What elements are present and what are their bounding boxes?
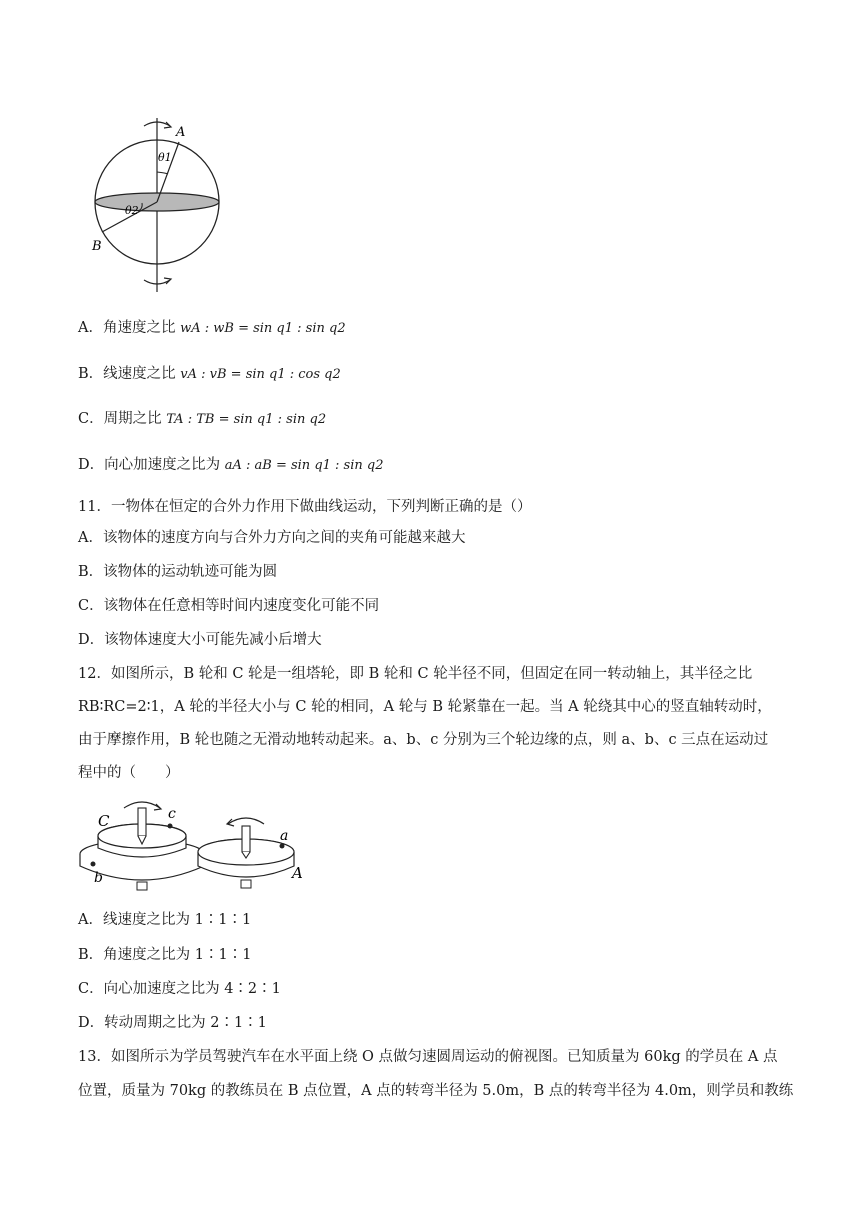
label-c: c bbox=[168, 806, 176, 822]
wheels-figure bbox=[76, 792, 316, 896]
label-b: b bbox=[94, 870, 103, 886]
q11-option-a: A．该物体的速度方向与合外力方向之间的夹角可能越来越大 bbox=[78, 530, 466, 546]
label-theta2: θ2 bbox=[125, 204, 139, 217]
label-B: B bbox=[92, 239, 102, 254]
label-theta1: θ1 bbox=[158, 151, 172, 164]
q12-stem-line-4: 程中的（ ） bbox=[78, 765, 180, 781]
q13-stem-line-1: 13．如图所示为学员驾驶汽车在水平面上绕 O 点做匀速圆周运动的俯视图。已知质量为 60kg 的学员在 A 点 bbox=[78, 1049, 778, 1065]
q10-option-a-math: wA : wB = sin q1 : sin q2 bbox=[180, 321, 346, 336]
q10-option-b-math: vA : vB = sin q1 : cos q2 bbox=[180, 367, 341, 382]
q10-option-c-math: TA : TB = sin q1 : sin q2 bbox=[166, 412, 327, 427]
q12-stem-line-2: RB∶RC=2∶1，A 轮的半径大小与 C 轮的相同，A 轮与 B 轮紧靠在一起。当 A 轮绕其中心的竖直轴转动时， bbox=[78, 699, 772, 715]
q12-option-d: D．转动周期之比为 2∶1∶1 bbox=[78, 1015, 267, 1031]
label-A: A bbox=[176, 125, 186, 140]
label-a: a bbox=[280, 828, 289, 844]
q10-option-a: A．角速度之比 wA : wB = sin q1 : sin q2 bbox=[78, 320, 346, 336]
sphere-figure bbox=[80, 116, 240, 296]
label-C: C bbox=[98, 812, 110, 830]
q10-option-b: B．线速度之比 vA : vB = sin q1 : cos q2 bbox=[78, 366, 341, 382]
q11-option-d: D．该物体速度大小可能先减小后增大 bbox=[78, 632, 322, 648]
q12-stem-line-1: 12．如图所示，B 轮和 C 轮是一组塔轮，即 B 轮和 C 轮半径不同，但固定在同一转动轴上，其半径之比 bbox=[78, 666, 753, 682]
label-A-wheel: A bbox=[292, 864, 303, 882]
q11-option-c: C．该物体在任意相等时间内速度变化可能不同 bbox=[78, 598, 380, 614]
q10-option-d: D．向心加速度之比为 aA : aB = sin q1 : sin q2 bbox=[78, 457, 384, 473]
q12-stem-line-3: 由于摩擦作用，B 轮也随之无滑动地转动起来。a、b、c 分别为三个轮边缘的点，则 a、b、c 三点在运动过 bbox=[78, 732, 769, 748]
q10-option-d-math: aA : aB = sin q1 : sin q2 bbox=[224, 458, 384, 473]
q10-option-c: C．周期之比 TA : TB = sin q1 : sin q2 bbox=[78, 411, 327, 427]
q12-option-c: C．向心加速度之比为 4∶2∶1 bbox=[78, 981, 281, 997]
q11-stem: 11．一物体在恒定的合外力作用下做曲线运动，下列判断正确的是（） bbox=[78, 499, 532, 515]
q11-option-b: B．该物体的运动轨迹可能为圆 bbox=[78, 564, 278, 580]
q12-option-b: B．角速度之比为 1∶1∶1 bbox=[78, 947, 252, 963]
q13-stem-line-2: 位置，质量为 70kg 的教练员在 B 点位置，A 点的转弯半径为 5.0m，B 点的转弯半径为 4.0m，则学员和教练 bbox=[78, 1083, 794, 1099]
q12-option-a: A．线速度之比为 1∶1∶1 bbox=[78, 912, 252, 928]
